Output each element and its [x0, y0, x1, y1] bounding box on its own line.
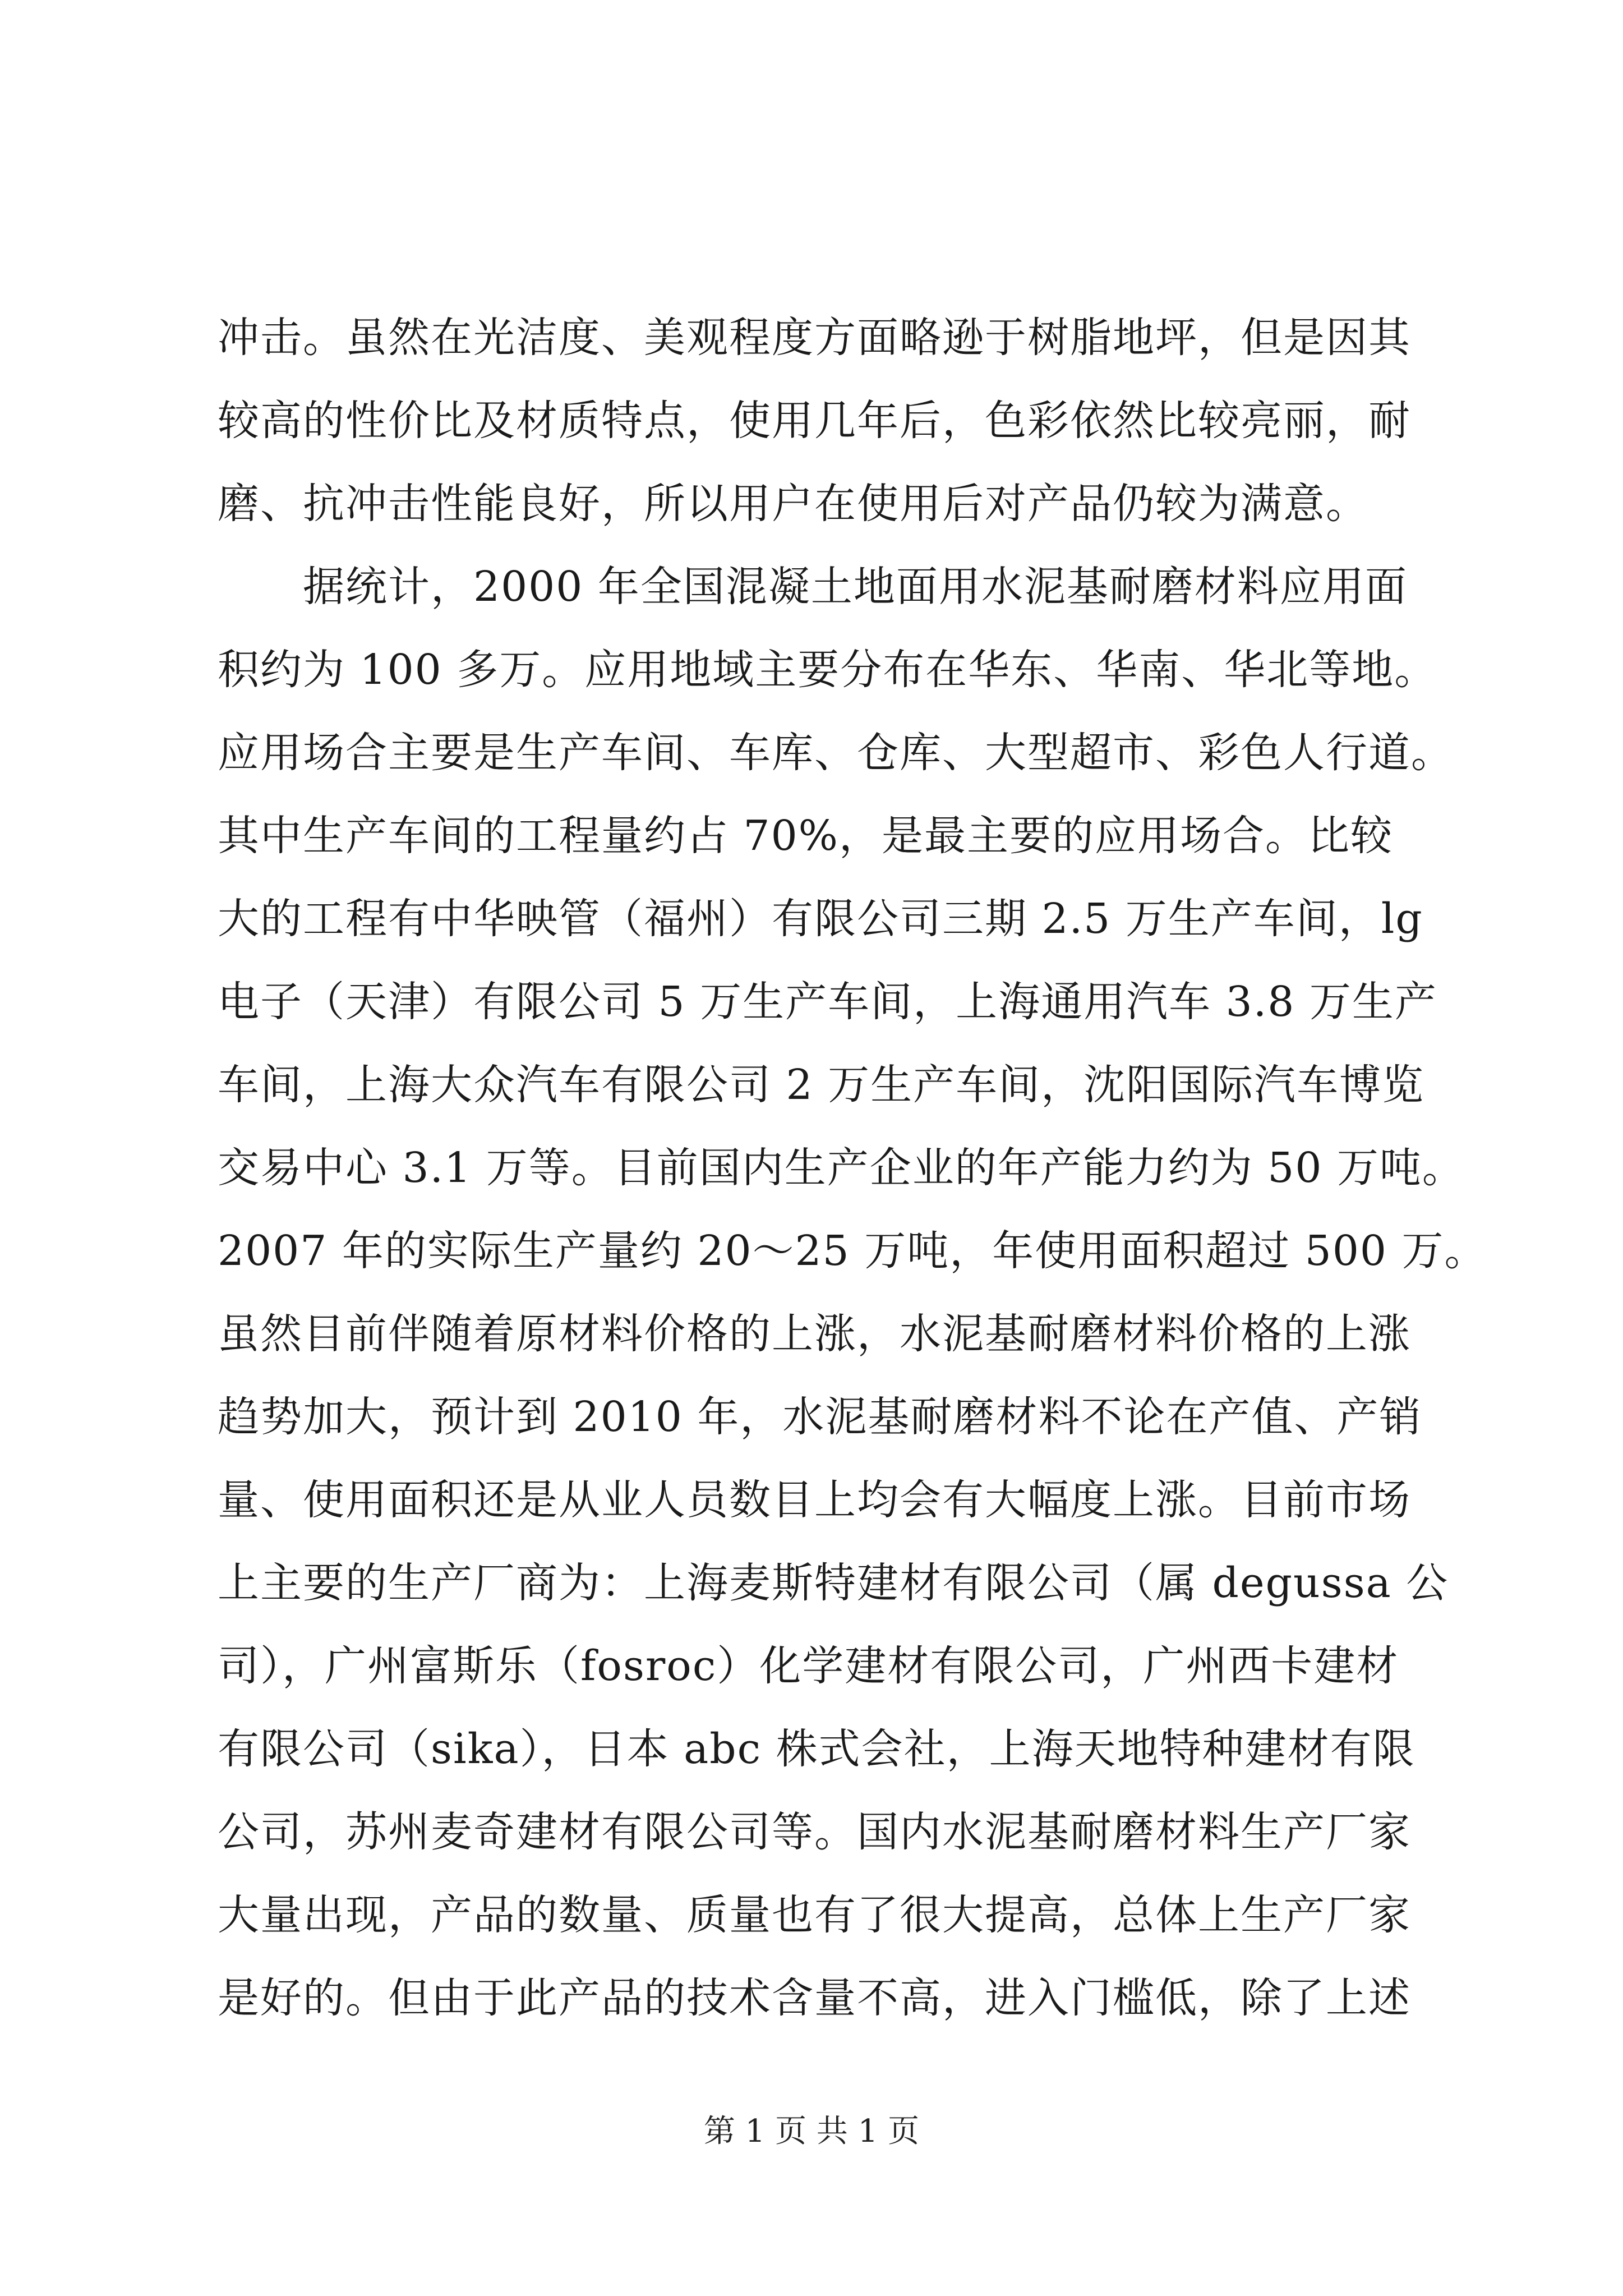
page-footer — [0, 2109, 1623, 2154]
paragraph-first-line: 据统计，2000 年全国混凝土地面用水泥基耐磨材料应用面 — [303, 563, 1408, 611]
text-line: 积约为 100 多万。应用地域主要分布在华东、华南、华北等地。 — [218, 646, 1437, 694]
text-line: 磨、抗冲击性能良好，所以用户在使用后对产品仍较为满意。 — [218, 480, 1368, 528]
text-line: 2007 年的实际生产量约 20～25 万吨，年使用面积超过 500 万。 — [218, 1227, 1487, 1275]
text-line: 有限公司（sika），日本 abc 株式会社，上海天地特种建材有限 — [218, 1725, 1415, 1773]
text-line: 上主要的生产厂商为：上海麦斯特建材有限公司（属 degussa 公 — [218, 1559, 1449, 1607]
page-number-label: 第 1 页 共 1 页 — [703, 2113, 920, 2150]
text-line: 大的工程有中华映管（福州）有限公司三期 2.5 万生产车间，lg — [218, 895, 1423, 943]
body-text — [218, 296, 1487, 2040]
text-line: 大量出现，产品的数量、质量也有了很大提高，总体上生产厂家 — [218, 1891, 1411, 1939]
text-line: 电子（天津）有限公司 5 万生产车间，上海通用汽车 3.8 万生产 — [218, 978, 1437, 1026]
text-line: 虽然目前伴随着原材料价格的上涨，水泥基耐磨材料价格的上涨 — [218, 1310, 1411, 1358]
text-line: 车间，上海大众汽车有限公司 2 万生产车间，沈阳国际汽车博览 — [218, 1061, 1425, 1109]
text-line: 是好的。但由于此产品的技术含量不高，进入门槛低，除了上述 — [218, 1974, 1411, 2022]
text-line: 量、使用面积还是从业人员数目上均会有大幅度上涨。目前市场 — [218, 1476, 1411, 1524]
text-line: 应用场合主要是生产车间、车库、仓库、大型超市、彩色人行道。 — [218, 729, 1454, 777]
text-line: 其中生产车间的工程量约占 70%，是最主要的应用场合。比较 — [218, 812, 1393, 860]
text-line: 较高的性价比及材质特点，使用几年后，色彩依然比较亮丽，耐 — [218, 397, 1411, 445]
text-line: 公司，苏州麦奇建材有限公司等。国内水泥基耐磨材料生产厂家 — [218, 1808, 1411, 1856]
text-line: 趋势加大，预计到 2010 年，水泥基耐磨材料不论在产值、产销 — [218, 1393, 1422, 1441]
text-line: 交易中心 3.1 万等。目前国内生产企业的年产能力约为 50 万吨。 — [218, 1144, 1465, 1192]
text-line: 司），广州富斯乐（fosroc）化学建材有限公司，广州西卡建材 — [218, 1642, 1399, 1690]
text-line: 冲击。虽然在光洁度、美观程度方面略逊于树脂地坪，但是因其 — [218, 314, 1411, 362]
